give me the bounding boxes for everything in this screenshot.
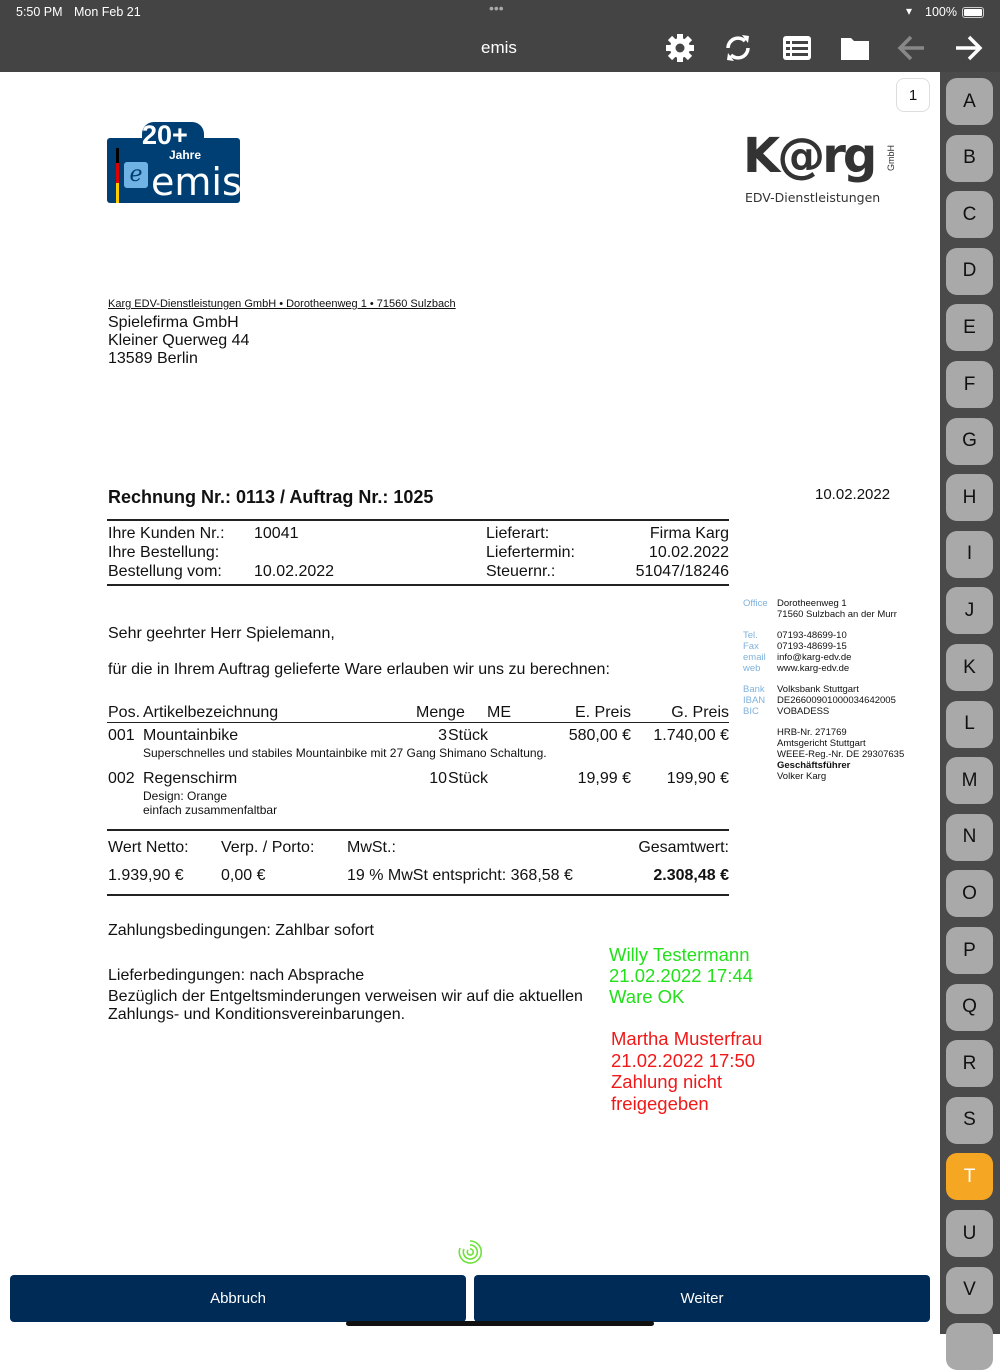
- row-name: Mountainbike: [143, 727, 239, 744]
- multitask-dots-icon[interactable]: •••: [489, 0, 504, 16]
- index-letter-m[interactable]: M: [946, 757, 993, 804]
- meta-value: 51047/18246: [635, 563, 729, 580]
- bank: Volksbank Stuttgart: [777, 684, 859, 695]
- meta-label: Liefertermin:: [486, 544, 575, 561]
- website: www.karg-edv.de: [777, 663, 850, 674]
- emis-sub: Jahre: [169, 148, 202, 162]
- recipient-street: Kleiner Querweg 44: [108, 332, 250, 349]
- legal-line: WEEE-Reg.-Nr. DE 29307635: [777, 749, 905, 760]
- annotation-line: Ware OK: [609, 986, 685, 1007]
- ceo-label: Geschäftsführer: [777, 760, 851, 771]
- info-label: Fax: [743, 641, 759, 652]
- email: info@karg-edv.de: [777, 652, 852, 663]
- col-header-price: E. Preis: [574, 704, 631, 721]
- meta-label: Ihre Bestellung:: [108, 544, 220, 561]
- row-name: Regenschirm: [143, 770, 238, 787]
- index-letter-n[interactable]: N: [946, 814, 993, 861]
- row-total: 1.740,00 €: [653, 727, 729, 744]
- recipient-address: [108, 314, 249, 368]
- karg-logo: [743, 123, 903, 208]
- row-qty: 10: [429, 770, 447, 787]
- info-label: BIC: [743, 706, 759, 717]
- rejection-annotation: [611, 1028, 762, 1114]
- vat-label: MwSt.:: [347, 839, 396, 856]
- divider: [107, 519, 729, 521]
- refresh-icon[interactable]: [722, 32, 754, 64]
- row-description: Superschnelles und stabiles Mountainbike mit 27 Gang Shimano Schaltung.: [143, 746, 547, 760]
- cancel-button[interactable]: Abbruch: [10, 1275, 466, 1322]
- index-letter-p[interactable]: P: [946, 927, 993, 974]
- index-letter-e[interactable]: E: [946, 304, 993, 351]
- phone: 07193-48699-10: [777, 630, 847, 641]
- battery-level: 100%: [925, 5, 957, 19]
- index-letter-v[interactable]: V: [946, 1267, 993, 1314]
- col-header-unit: ME: [487, 704, 511, 721]
- row-qty: 3: [438, 727, 447, 744]
- terms-note-line: Bezüglich der Entgeltsminderungen verweisen wir auf die aktuellen: [108, 988, 583, 1005]
- meta-right: [486, 524, 575, 581]
- col-header-article: Artikelbezeichnung: [143, 704, 279, 721]
- gross-label: Gesamtwert:: [638, 839, 729, 856]
- terms-note-line: Zahlungs- und Konditionsvereinbarungen.: [108, 1006, 406, 1023]
- battery-icon: [962, 7, 984, 18]
- emis-badge: 20+: [142, 120, 188, 150]
- bic: VOBADESS: [777, 706, 830, 717]
- row-unit: Stück: [448, 770, 489, 787]
- row-price: 580,00 €: [568, 727, 631, 744]
- meta-value: Firma Karg: [649, 525, 729, 542]
- row-total: 199,90 €: [666, 770, 729, 787]
- payment-terms: Zahlungsbedingungen: Zahlbar sofort: [108, 922, 374, 939]
- index-letter-d[interactable]: D: [946, 248, 993, 295]
- row-pos: 001: [108, 727, 135, 744]
- index-letter-l[interactable]: L: [946, 701, 993, 748]
- index-letter-k[interactable]: K: [946, 644, 993, 691]
- vat-value: 19 % MwSt entspricht: 368,58 €: [347, 867, 573, 884]
- recipient-city: 13589 Berlin: [108, 350, 198, 367]
- next-button[interactable]: Weiter: [474, 1275, 930, 1322]
- row-pos: 002: [108, 770, 135, 787]
- meta-left: [108, 524, 225, 581]
- alphabet-index: [940, 72, 1000, 1334]
- list-icon[interactable]: [781, 32, 813, 64]
- meta-value: 10041: [254, 525, 299, 542]
- karg-sub: EDV-Dienstleistungen: [745, 190, 881, 205]
- status-date: Mon Feb 21: [74, 5, 141, 19]
- legal-line: Amtsgericht Stuttgart: [777, 738, 866, 749]
- info-value: 71560 Sulzbach an der Murr: [777, 609, 897, 620]
- index-letter-o[interactable]: O: [946, 870, 993, 917]
- wifi-icon: ▾: [906, 4, 913, 18]
- meta-right-values: [600, 524, 729, 581]
- info-label: email: [743, 652, 766, 663]
- row-unit: Stück: [448, 727, 489, 744]
- index-letter-g[interactable]: G: [946, 418, 993, 465]
- emis-text: emis: [151, 160, 242, 204]
- info-label: IBAN: [743, 695, 766, 706]
- row-description: Design: Orange: [143, 789, 228, 803]
- company-info: [743, 598, 904, 782]
- karg-gmbh: GmbH: [886, 144, 896, 171]
- info-label: web: [743, 663, 761, 674]
- info-label: Tel.: [743, 630, 758, 641]
- meta-label: Steuernr.:: [486, 563, 556, 580]
- row-price: 19,99 €: [577, 770, 631, 787]
- legal-line: HRB-Nr. 271769: [777, 727, 847, 738]
- gross-value: 2.308,48 €: [653, 867, 729, 884]
- annotation-line: Willy Testermann: [609, 944, 750, 965]
- index-letter-j[interactable]: J: [946, 587, 993, 634]
- approval-annotation: [609, 944, 753, 1007]
- col-header-pos: Pos.: [108, 704, 141, 721]
- meta-label: Lieferart:: [486, 525, 550, 542]
- terms-note: [108, 988, 583, 1024]
- meta-label: Bestellung vom:: [108, 563, 222, 580]
- shipping-value: 0,00 €: [221, 867, 266, 884]
- index-letter-c[interactable]: C: [946, 191, 993, 238]
- annotation-line: freigegeben: [611, 1092, 709, 1114]
- fax: 07193-48699-15: [777, 641, 847, 652]
- meta-value: 10.02.2022: [648, 544, 729, 561]
- meta-label: Ihre Kunden Nr.:: [108, 525, 225, 542]
- index-letter-a[interactable]: A: [946, 78, 993, 125]
- karg-text: K@rg: [743, 128, 875, 184]
- intro-text: für die in Ihrem Auftrag gelieferte Ware erlauben wir uns zu berechnen:: [108, 661, 610, 678]
- index-letter-s[interactable]: S: [946, 1097, 993, 1144]
- invoice-date: 10.02.2022: [815, 486, 891, 503]
- top-bar: [0, 0, 1000, 72]
- info-value: Dorotheenweg 1: [777, 598, 847, 609]
- index-letter-f[interactable]: F: [946, 361, 993, 408]
- gear-icon[interactable]: [664, 32, 696, 64]
- net-value: 1.939,90 €: [108, 867, 184, 884]
- divider: [107, 584, 729, 586]
- info-label: Office: [743, 598, 768, 609]
- arrow-right-icon[interactable]: [952, 32, 984, 64]
- meta-left-values: [254, 524, 334, 581]
- delivery-terms: Lieferbedingungen: nach Absprache: [108, 967, 365, 984]
- arrow-left-icon[interactable]: [896, 32, 928, 64]
- index-letter-b[interactable]: B: [946, 135, 993, 182]
- sender-line: Karg EDV-Dienstleistungen GmbH • Dorotheenweg 1 • 71560 Sulzbach: [108, 298, 456, 310]
- index-letter-i[interactable]: I: [946, 531, 993, 578]
- annotation-line: 21.02.2022 17:44: [609, 965, 754, 986]
- index-letter-q[interactable]: Q: [946, 984, 993, 1031]
- index-letter-partial[interactable]: [946, 1323, 993, 1370]
- home-indicator: [346, 1321, 654, 1326]
- ceo-name: Volker Karg: [777, 771, 827, 782]
- row-description: einfach zusammenfaltbar: [143, 803, 278, 817]
- shipping-label: Verp. / Porto:: [221, 839, 315, 856]
- iban: DE26600901000034642005: [777, 695, 896, 706]
- loading-spinner-icon: [457, 1239, 483, 1265]
- annotation-line: 21.02.2022 17:50: [611, 1049, 756, 1071]
- info-label: Bank: [743, 684, 765, 695]
- index-letter-h[interactable]: H: [946, 474, 993, 521]
- status-time: 5:50 PM: [16, 5, 63, 19]
- meta-value: 10.02.2022: [254, 563, 335, 580]
- divider: [107, 894, 729, 896]
- annotation-line: Martha Musterfrau: [611, 1028, 763, 1049]
- invoice-title: Rechnung Nr.: 0113 / Auftrag Nr.: 1025: [108, 487, 434, 507]
- index-letter-t[interactable]: T: [946, 1153, 993, 1200]
- folder-icon[interactable]: [839, 32, 871, 64]
- meta-value: [254, 543, 334, 562]
- col-header-qty: Menge: [416, 704, 465, 721]
- salutation: Sehr geehrter Herr Spielemann,: [108, 625, 335, 642]
- index-letter-r[interactable]: R: [946, 1040, 993, 1087]
- app-title: emis: [481, 38, 517, 57]
- net-label: Wert Netto:: [108, 839, 189, 856]
- emis-logo: e 20+ Jahre emis: [107, 122, 240, 203]
- annotation-line: Zahlung nicht: [611, 1071, 723, 1092]
- index-letter-u[interactable]: U: [946, 1210, 993, 1257]
- divider: [107, 829, 729, 831]
- page-number: 1: [896, 78, 930, 112]
- divider: [107, 722, 729, 723]
- recipient-name: Spielefirma GmbH: [108, 314, 239, 331]
- col-header-total: G. Preis: [671, 704, 729, 721]
